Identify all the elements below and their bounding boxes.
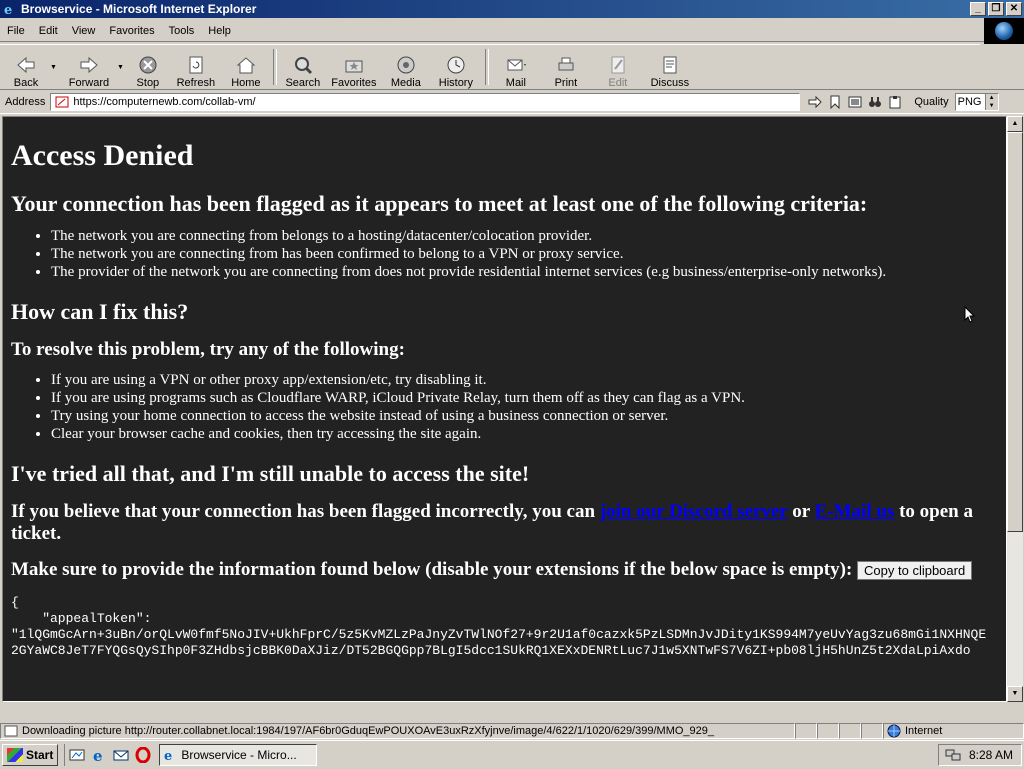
clock[interactable]: 8:28 AM bbox=[968, 748, 1013, 762]
back-arrow-icon bbox=[15, 55, 37, 75]
vertical-scrollbar[interactable] bbox=[1007, 116, 1023, 702]
zone-label: Internet bbox=[905, 725, 943, 737]
home-button[interactable] bbox=[222, 47, 270, 89]
show-desktop-icon[interactable] bbox=[69, 747, 85, 763]
refresh-label: Refresh bbox=[176, 77, 216, 89]
menu-tools[interactable]: Tools bbox=[168, 24, 195, 37]
menu-help[interactable]: Help bbox=[208, 24, 231, 37]
refresh-button[interactable] bbox=[170, 47, 222, 89]
incorrect-suffix: to open a ticket. bbox=[11, 501, 973, 544]
menu-file[interactable]: File bbox=[7, 24, 25, 37]
go-arrow-icon[interactable] bbox=[808, 95, 822, 109]
menu-edit[interactable]: Edit bbox=[38, 24, 58, 37]
list-item: • The network you are connecting from has been confirmed to belong to a VPN or proxy service. bbox=[51, 245, 998, 263]
print-label: Print bbox=[554, 77, 578, 89]
status-cell bbox=[861, 723, 883, 739]
discuss-icon bbox=[659, 55, 681, 75]
edit-label: Edit bbox=[608, 77, 628, 89]
forward-label: Forward bbox=[68, 77, 110, 89]
stop-icon bbox=[137, 55, 159, 75]
title-bar bbox=[0, 0, 1024, 18]
status-cell bbox=[817, 723, 839, 739]
copy-to-clipboard-button[interactable]: Copy to clipboard bbox=[857, 561, 972, 580]
back-button[interactable] bbox=[0, 47, 52, 89]
internet-explorer-icon[interactable] bbox=[91, 747, 107, 763]
menu-bar bbox=[0, 20, 1024, 42]
address-bar bbox=[0, 89, 1024, 114]
globe-icon bbox=[995, 22, 1013, 40]
stop-label: Stop bbox=[136, 77, 160, 89]
svg-text:e: e bbox=[93, 747, 103, 763]
svg-text:e: e bbox=[164, 749, 173, 762]
criteria-heading: Your connection has been flagged as it appears to meet at least one of the following criteria: bbox=[11, 191, 868, 216]
network-icon[interactable] bbox=[945, 748, 961, 762]
favorites-label: Favorites bbox=[331, 77, 377, 89]
windows-logo-icon bbox=[7, 748, 23, 762]
throbber-logo bbox=[984, 18, 1024, 44]
media-label: Media bbox=[390, 77, 421, 89]
forward-dropdown-icon[interactable]: ▼ bbox=[116, 63, 124, 71]
quality-label: Quality bbox=[914, 95, 949, 108]
list-item: • The provider of the network you are connecting from does not provide residential internet services (e.g business/enterprise-only networks). bbox=[51, 263, 998, 281]
ie-page-icon bbox=[163, 748, 177, 762]
criteria-list bbox=[11, 227, 998, 281]
close-button[interactable]: ✕ bbox=[1006, 2, 1022, 16]
taskbar bbox=[0, 740, 1024, 769]
fix-heading: How can I fix this? bbox=[11, 299, 189, 324]
incorrect-prefix: If you believe that your connection has been flagged incorrectly, you can bbox=[11, 501, 600, 522]
internet-zone-icon bbox=[887, 724, 901, 738]
search-button[interactable] bbox=[280, 47, 326, 89]
toolbar-separator bbox=[273, 49, 277, 85]
printer-icon bbox=[555, 55, 577, 75]
list-item: • Clear your browser cache and cookies, then try accessing the site again. bbox=[51, 425, 998, 443]
opera-icon[interactable] bbox=[135, 747, 151, 763]
refresh-icon bbox=[185, 55, 207, 75]
history-button[interactable] bbox=[430, 47, 482, 89]
provide-info-paragraph bbox=[11, 559, 998, 581]
scroll-thumb[interactable] bbox=[1007, 132, 1023, 532]
binoculars-icon[interactable] bbox=[868, 95, 882, 109]
list-item: • If you are using a VPN or other proxy app/extension/etc, try disabling it. bbox=[51, 371, 998, 389]
image-icon[interactable] bbox=[848, 95, 862, 109]
favorites-folder-icon bbox=[343, 55, 365, 75]
search-icon bbox=[292, 55, 314, 75]
json-value-line: "1lQGmGcArn+3uBn/orQLvW0fmf5NoJIV+UkhFprC/5z5KvMZLzPaJnyZvTWlNOf27+9r2U1af0cazxk5PzLSDMnJvJDity1KS994M7yeUvYag3zu68mGi1NXHNQE bbox=[11, 627, 987, 642]
discord-link[interactable]: join our Discord server bbox=[599, 501, 788, 522]
address-url: https://computernewb.com/collab-vm/ bbox=[73, 95, 256, 108]
forward-button[interactable] bbox=[59, 47, 119, 89]
forward-arrow-icon bbox=[78, 55, 100, 75]
status-message: Downloading picture http://router.collabnet.local:1984/197/AF6br0GduqEwPOUXOAvE3uxRzXfyjnve/image/4/622/1/1020/629/399/MMO_929_ bbox=[22, 725, 714, 737]
edit-button[interactable] bbox=[592, 47, 644, 89]
page-content bbox=[2, 116, 1007, 702]
page-title: Access Denied bbox=[11, 139, 194, 172]
restore-button[interactable]: ❐ bbox=[988, 2, 1004, 16]
minimize-button[interactable]: _ bbox=[970, 2, 986, 16]
list-item: • Try using your home connection to access the website instead of using a business connection or server. bbox=[51, 407, 998, 425]
email-link[interactable]: E-Mail us bbox=[814, 501, 895, 522]
status-message-cell bbox=[0, 723, 795, 739]
menu-favorites[interactable]: Favorites bbox=[109, 24, 155, 37]
page-icon bbox=[55, 96, 69, 108]
quality-value: PNG bbox=[957, 95, 982, 108]
bookmark-icon[interactable] bbox=[828, 95, 842, 109]
list-item: • The network you are connecting from belongs to a hosting/datacenter/colocation provider. bbox=[51, 227, 998, 245]
taskbar-item-browservice[interactable] bbox=[159, 744, 317, 766]
stop-button[interactable] bbox=[126, 47, 170, 89]
quick-launch bbox=[64, 744, 151, 766]
status-cell bbox=[795, 723, 817, 739]
media-icon bbox=[395, 55, 417, 75]
scroll-down-button[interactable]: ▼ bbox=[1007, 686, 1023, 702]
standard-toolbar bbox=[0, 44, 980, 89]
history-icon bbox=[445, 55, 467, 75]
back-label: Back bbox=[13, 77, 39, 89]
outlook-express-icon[interactable] bbox=[113, 747, 129, 763]
favorites-button[interactable] bbox=[326, 47, 382, 89]
edit-page-icon bbox=[607, 55, 629, 75]
json-value-line: 2GYaWC8JeT7FYQGsQySIhp0F3ZHdbsjcBBK0DaXJiz/DT52BGQGpp7BLgI5dcc1SUkRQ1XEXxDENRtLuc7J1w5XNTwFS7V6ZI+pb08ljH5hUnZ5t2XdaLpiAxdo bbox=[11, 643, 971, 658]
ie-logo-icon bbox=[3, 2, 17, 16]
system-tray bbox=[938, 744, 1022, 766]
discuss-button[interactable] bbox=[644, 47, 696, 89]
menu-view[interactable]: View bbox=[71, 24, 96, 37]
mouse-cursor-icon bbox=[964, 306, 976, 324]
quality-spinner-icon[interactable]: ▲ ▼ bbox=[985, 94, 998, 110]
json-key: "appealToken": bbox=[11, 611, 152, 626]
mail-label: Mail bbox=[505, 77, 526, 89]
status-cell bbox=[839, 723, 861, 739]
address-input[interactable] bbox=[50, 93, 800, 111]
quality-select[interactable] bbox=[955, 93, 999, 111]
provide-info-text: Make sure to provide the information found below (disable your extensions if the below space is empty): bbox=[11, 559, 853, 580]
back-dropdown-icon[interactable]: ▼ bbox=[50, 63, 57, 71]
page-loading-icon bbox=[4, 725, 18, 737]
tried-heading: I've tried all that, and I'm still unable to access the site! bbox=[11, 461, 530, 486]
mail-icon bbox=[505, 55, 527, 75]
resolve-heading: To resolve this problem, try any of the following: bbox=[11, 339, 405, 360]
incorrect-flag-paragraph bbox=[11, 501, 998, 545]
status-bar bbox=[0, 722, 1024, 740]
zone-cell bbox=[883, 723, 1024, 739]
list-item: • If you are using programs such as Cloudflare WARP, iCloud Private Relay, turn them off as they can flag as a VPN. bbox=[51, 389, 998, 407]
print-button[interactable] bbox=[540, 47, 592, 89]
json-brace: { bbox=[11, 595, 19, 610]
scroll-up-button[interactable]: ▲ bbox=[1007, 116, 1023, 132]
clipboard-icon[interactable] bbox=[888, 95, 902, 109]
start-label: Start bbox=[26, 748, 54, 762]
window-title: Browservice - Microsoft Internet Explorer bbox=[21, 2, 257, 16]
search-label: Search bbox=[285, 77, 321, 89]
mail-button[interactable] bbox=[492, 47, 540, 89]
home-icon bbox=[235, 55, 257, 75]
appeal-token-block[interactable] bbox=[11, 595, 998, 659]
discuss-label: Discuss bbox=[650, 77, 690, 89]
address-label: Address bbox=[5, 95, 46, 108]
media-button[interactable] bbox=[382, 47, 430, 89]
toolbar-separator bbox=[485, 49, 489, 85]
or-text: or bbox=[787, 501, 815, 522]
start-button[interactable] bbox=[2, 744, 58, 766]
history-label: History bbox=[438, 77, 473, 89]
home-label: Home bbox=[231, 77, 261, 89]
svg-text:e: e bbox=[4, 3, 13, 16]
fix-list bbox=[11, 371, 998, 443]
taskbar-item-label: Browservice - Micro... bbox=[181, 748, 297, 762]
